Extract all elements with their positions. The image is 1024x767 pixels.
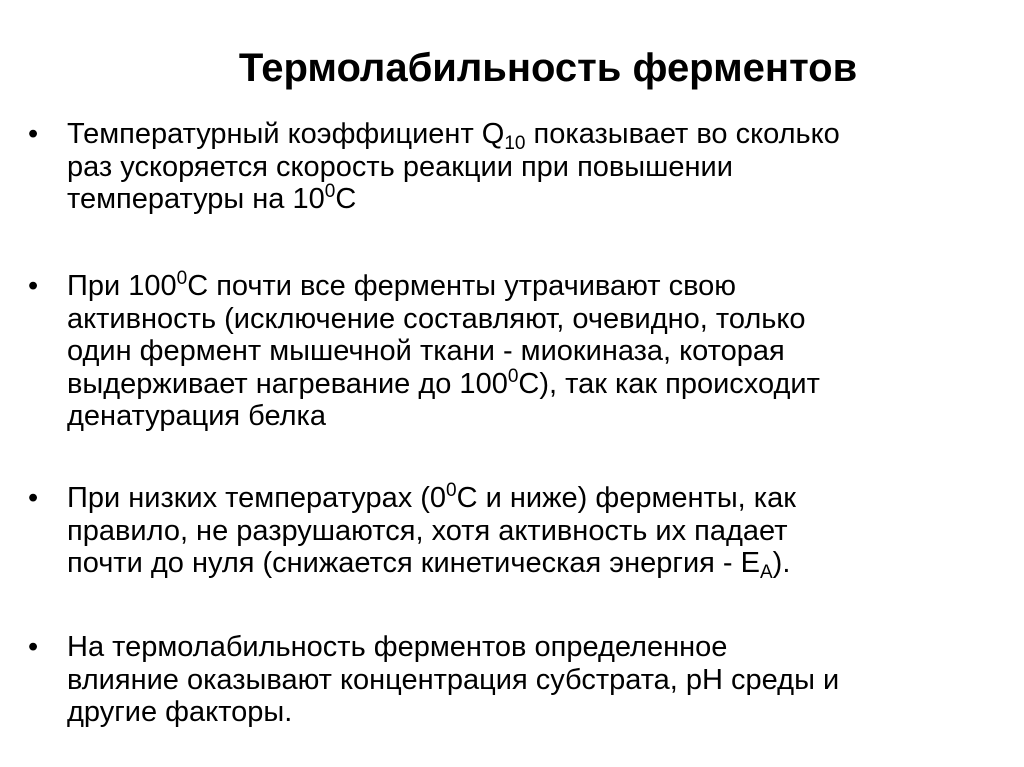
line-segment: С	[335, 183, 357, 215]
bullet-line	[67, 270, 997, 303]
line-segment: один фермент мышечной ткани - миокиназа, которая	[67, 335, 785, 367]
bullet-line	[67, 400, 997, 433]
line-segment: показывает во сколько	[525, 118, 840, 150]
bullet-line	[67, 303, 997, 336]
bullet-line	[67, 664, 997, 697]
subscript-text: 10	[504, 133, 526, 154]
bullet-text	[67, 631, 997, 729]
line-segment: При 100	[67, 270, 177, 302]
bullet-line	[67, 631, 997, 664]
bullet-line	[67, 515, 997, 548]
line-segment: С почти все ферменты утрачивают свою	[187, 270, 737, 302]
line-segment: С), так как происходит	[518, 367, 820, 400]
bullet-line	[67, 151, 997, 184]
bullet-dot-icon: •	[28, 270, 39, 302]
bullet-line	[67, 335, 997, 368]
line-segment: ).	[772, 547, 791, 579]
bullet-dot-icon: •	[28, 118, 39, 150]
bullet-line	[67, 118, 997, 154]
bullet-text	[67, 270, 997, 433]
line-segment: правило, не разрушаются, хотя активность их падает	[67, 514, 788, 547]
bullet-line	[67, 547, 997, 583]
bullet-dot-icon: •	[28, 482, 39, 514]
superscript-text: 0	[176, 268, 188, 289]
line-segment: На термолабильность ферментов определенное	[67, 631, 728, 663]
bullet-line	[67, 183, 997, 216]
slide-title: Термолабильность ферментов	[238, 46, 858, 90]
line-segment: денатурация белка	[67, 400, 326, 432]
bullet-line	[67, 696, 997, 729]
line-segment: раз ускоряется скорость реакции при повышении	[67, 150, 733, 183]
line-segment: другие факторы.	[67, 696, 293, 728]
bullet-line	[67, 482, 997, 515]
bullet-text	[67, 118, 997, 216]
superscript-text: 0	[446, 480, 457, 501]
line-segment: С и ниже) ферменты, как	[456, 482, 796, 514]
subscript-text: А	[759, 562, 773, 583]
line-segment: При низких температурах (0	[67, 482, 447, 514]
bullet-dot-icon: •	[28, 631, 39, 663]
bullet-text	[67, 480, 997, 583]
line-segment: влияние оказывают концентрация субстрата, рН среды и	[67, 663, 840, 696]
superscript-text: 0	[324, 181, 336, 202]
line-segment: температуры на 10	[67, 183, 325, 215]
line-segment: почти до нуля (снижается кинетическая энергия - Е	[67, 547, 760, 579]
line-segment: Температурный коэффициент Q	[67, 118, 505, 150]
line-segment: выдерживает нагревание до 100	[67, 367, 508, 400]
superscript-text: 0	[507, 365, 519, 387]
bullet-line	[67, 365, 997, 401]
line-segment: активность (исключение составляют, очевидно, только	[67, 302, 806, 335]
